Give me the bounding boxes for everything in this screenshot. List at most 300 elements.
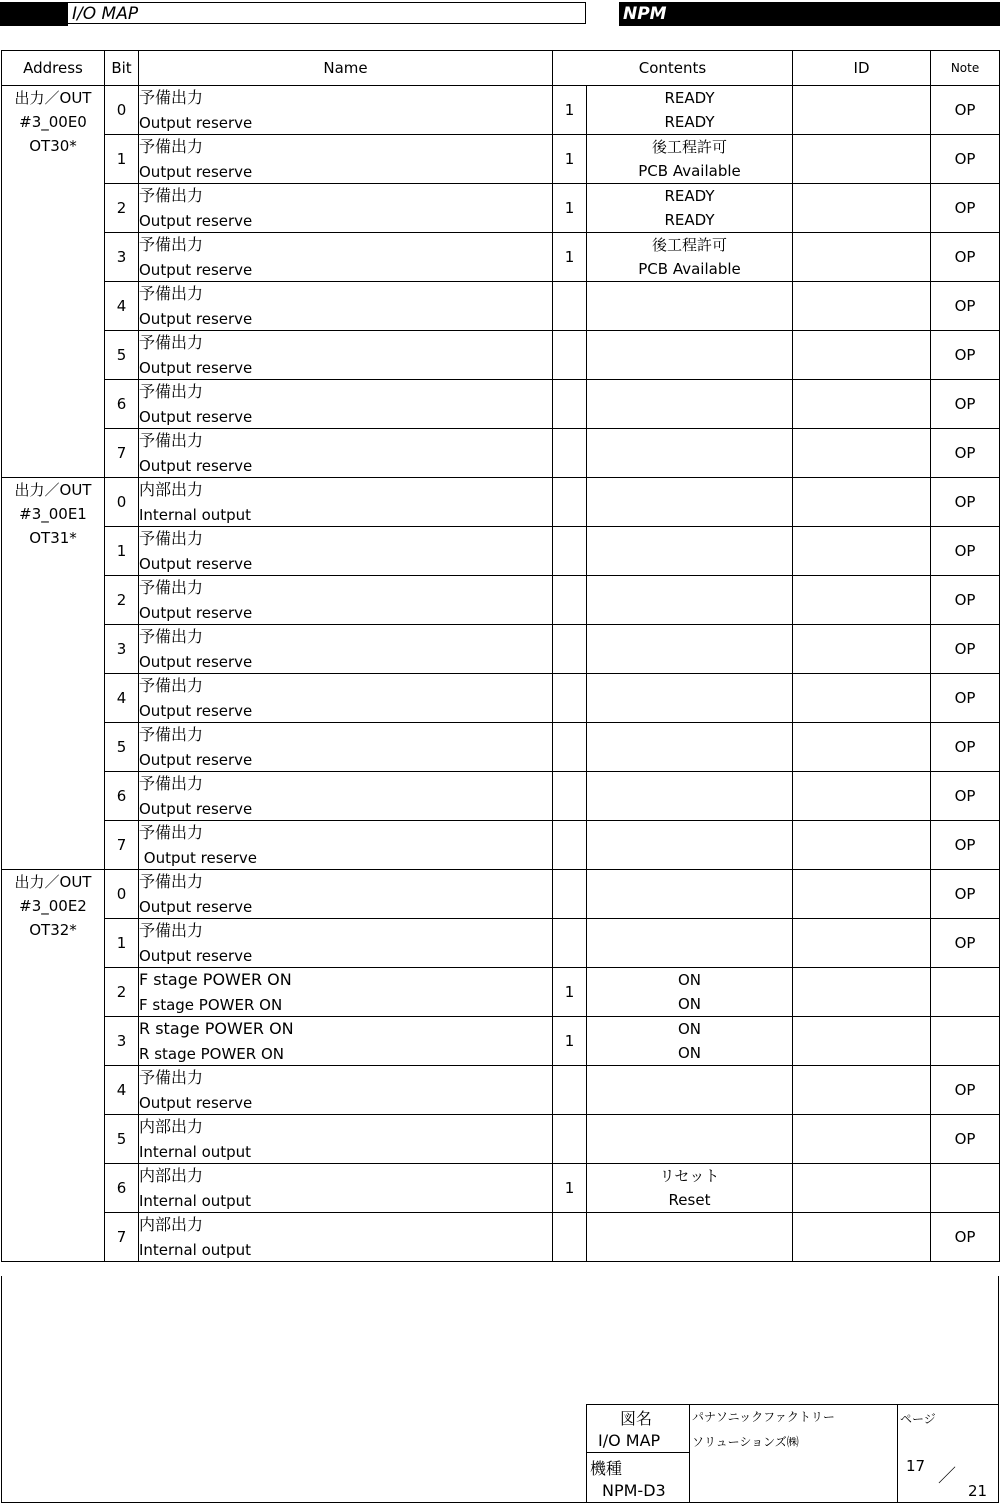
bit-cell: 3 xyxy=(105,1017,139,1066)
table-row xyxy=(2,478,1000,527)
table-row xyxy=(2,380,1000,429)
name-cell xyxy=(139,1164,553,1213)
bit-cell: 1 xyxy=(105,135,139,184)
contents-cell xyxy=(587,429,793,478)
name-cell xyxy=(139,919,553,968)
name-jp: F stage POWER ON xyxy=(139,970,292,989)
table-row xyxy=(2,1164,1000,1213)
table-row xyxy=(2,576,1000,625)
contents-cell xyxy=(587,135,793,184)
name-cell xyxy=(139,380,553,429)
contents-jp xyxy=(587,1066,792,1090)
name-en: Output reserve xyxy=(139,702,253,720)
note-cell: OP xyxy=(931,1213,1000,1262)
name-cell xyxy=(139,625,553,674)
bit-cell: 4 xyxy=(105,1066,139,1115)
name-en: Output reserve xyxy=(139,800,253,818)
contents-en xyxy=(587,453,792,477)
contents-jp xyxy=(587,380,792,404)
id-cell xyxy=(793,429,931,478)
contents-en xyxy=(587,600,792,624)
id-cell xyxy=(793,1017,931,1066)
table-row xyxy=(2,282,1000,331)
contents-cell xyxy=(587,527,793,576)
note-cell: OP xyxy=(931,772,1000,821)
contents-cell xyxy=(587,380,793,429)
note-cell: OP xyxy=(931,1115,1000,1164)
id-cell xyxy=(793,331,931,380)
col-bit: Bit xyxy=(105,51,139,86)
table-row xyxy=(2,1213,1000,1262)
bit-cell: 0 xyxy=(105,86,139,135)
bit-cell: 1 xyxy=(105,919,139,968)
contents-jp xyxy=(587,282,792,306)
contents-en xyxy=(587,698,792,722)
name-en: Internal output xyxy=(139,506,252,524)
contents-en: PCB Available xyxy=(638,162,741,180)
contents-jp xyxy=(587,1213,792,1237)
name-en: F stage POWER ON xyxy=(139,996,283,1014)
name-cell xyxy=(139,772,553,821)
contents-en xyxy=(587,845,792,869)
note-cell: OP xyxy=(931,919,1000,968)
contents-en xyxy=(587,1237,792,1261)
col-note: Note xyxy=(931,51,1000,86)
contents-cell xyxy=(587,723,793,772)
name-cell xyxy=(139,1017,553,1066)
note-cell: OP xyxy=(931,478,1000,527)
name-jp: 予備出力 xyxy=(139,725,204,744)
name-en: Output reserve xyxy=(139,849,258,867)
page-label: ページ xyxy=(900,1412,936,1426)
name-jp: 予備出力 xyxy=(139,382,204,401)
table-row xyxy=(2,184,1000,233)
value-cell xyxy=(553,625,587,674)
contents-cell xyxy=(587,772,793,821)
bit-cell: 7 xyxy=(105,1213,139,1262)
value-cell: 1 xyxy=(553,968,587,1017)
id-cell xyxy=(793,1115,931,1164)
bit-cell: 3 xyxy=(105,233,139,282)
name-cell xyxy=(139,968,553,1017)
name-cell xyxy=(139,282,553,331)
id-cell xyxy=(793,478,931,527)
id-cell xyxy=(793,282,931,331)
table-row xyxy=(2,1066,1000,1115)
id-cell xyxy=(793,870,931,919)
name-en: Internal output xyxy=(139,1192,252,1210)
contents-en xyxy=(587,649,792,673)
value-cell xyxy=(553,674,587,723)
table-row xyxy=(2,135,1000,184)
contents-en: ON xyxy=(677,1044,702,1062)
contents-en: READY xyxy=(664,113,715,131)
name-cell xyxy=(139,184,553,233)
name-en: Output reserve xyxy=(139,114,253,132)
name-jp: 予備出力 xyxy=(139,333,204,352)
table-row xyxy=(2,233,1000,282)
name-jp: 内部出力 xyxy=(139,1117,204,1136)
note-cell: OP xyxy=(931,576,1000,625)
name-jp: 予備出力 xyxy=(139,921,204,940)
address-line: #3_00E1 xyxy=(19,505,87,523)
contents-jp: 後工程許可 xyxy=(652,236,728,254)
bit-cell: 6 xyxy=(105,772,139,821)
name-cell xyxy=(139,86,553,135)
table-row xyxy=(2,870,1000,919)
contents-jp xyxy=(587,478,792,502)
value-cell: 1 xyxy=(553,135,587,184)
name-cell xyxy=(139,821,553,870)
value-cell xyxy=(553,1115,587,1164)
contents-jp xyxy=(587,1115,792,1139)
bit-cell: 6 xyxy=(105,1164,139,1213)
header-right-title: NPM xyxy=(619,2,1000,26)
id-cell xyxy=(793,86,931,135)
note-cell: OP xyxy=(931,233,1000,282)
bit-cell: 4 xyxy=(105,282,139,331)
id-cell xyxy=(793,625,931,674)
name-jp: 予備出力 xyxy=(139,872,204,891)
bit-cell: 3 xyxy=(105,625,139,674)
name-en: Output reserve xyxy=(139,947,253,965)
name-cell xyxy=(139,135,553,184)
address-line: OT32* xyxy=(29,921,77,939)
name-en: Output reserve xyxy=(139,1094,253,1112)
page-current: 17 xyxy=(906,1457,926,1475)
contents-cell xyxy=(587,870,793,919)
contents-jp xyxy=(587,625,792,649)
contents-cell xyxy=(587,282,793,331)
address-line: OT30* xyxy=(29,137,77,155)
name-en: Output reserve xyxy=(139,751,253,769)
contents-cell xyxy=(587,625,793,674)
table-row xyxy=(2,625,1000,674)
contents-jp xyxy=(587,870,792,894)
value-cell xyxy=(553,429,587,478)
address-cell xyxy=(2,478,105,870)
name-cell xyxy=(139,527,553,576)
note-cell: OP xyxy=(931,184,1000,233)
contents-cell xyxy=(587,478,793,527)
name-jp: 内部出力 xyxy=(139,1166,204,1185)
name-cell xyxy=(139,233,553,282)
name-jp: 予備出力 xyxy=(139,676,204,695)
page-separator: ／ xyxy=(938,1466,956,1487)
bit-cell: 7 xyxy=(105,821,139,870)
note-cell: OP xyxy=(931,870,1000,919)
contents-cell xyxy=(587,1017,793,1066)
name-jp: 予備出力 xyxy=(139,137,204,156)
name-en: Internal output xyxy=(139,1143,252,1161)
contents-jp xyxy=(587,576,792,600)
note-cell: OP xyxy=(931,723,1000,772)
value-cell xyxy=(553,919,587,968)
name-jp: 予備出力 xyxy=(139,1068,204,1087)
bit-cell: 4 xyxy=(105,674,139,723)
bit-cell: 0 xyxy=(105,870,139,919)
id-cell xyxy=(793,1066,931,1115)
table-row xyxy=(2,674,1000,723)
bit-cell: 2 xyxy=(105,184,139,233)
contents-cell xyxy=(587,1213,793,1262)
contents-en: READY xyxy=(664,211,715,229)
contents-cell xyxy=(587,184,793,233)
bit-cell: 0 xyxy=(105,478,139,527)
contents-jp: ON xyxy=(677,1020,702,1038)
table-row xyxy=(2,723,1000,772)
note-cell: OP xyxy=(931,331,1000,380)
id-cell xyxy=(793,380,931,429)
contents-en xyxy=(587,404,792,428)
table-row xyxy=(2,429,1000,478)
table-row xyxy=(2,527,1000,576)
table-body xyxy=(2,86,1000,1262)
col-name: Name xyxy=(139,51,553,86)
name-jp: 予備出力 xyxy=(139,186,204,205)
name-cell xyxy=(139,1213,553,1262)
name-en: Output reserve xyxy=(139,212,253,230)
name-en: Internal output xyxy=(139,1241,252,1259)
contents-jp: READY xyxy=(664,187,715,205)
address-line: 出力／OUT xyxy=(14,481,92,499)
bit-cell: 2 xyxy=(105,576,139,625)
address-line: #3_00E2 xyxy=(19,897,87,915)
io-map-table xyxy=(1,50,1000,1262)
contents-en xyxy=(587,747,792,771)
name-jp: 予備出力 xyxy=(139,431,204,450)
address-line: #3_00E0 xyxy=(19,113,87,131)
col-id: ID xyxy=(793,51,931,86)
name-en: R stage POWER ON xyxy=(139,1045,284,1063)
id-cell xyxy=(793,184,931,233)
id-cell xyxy=(793,135,931,184)
name-jp: 予備出力 xyxy=(139,823,204,842)
col-contents: Contents xyxy=(553,51,793,86)
bit-cell: 7 xyxy=(105,429,139,478)
name-jp: 予備出力 xyxy=(139,88,204,107)
contents-cell xyxy=(587,233,793,282)
name-en: Output reserve xyxy=(139,898,253,916)
contents-jp xyxy=(587,429,792,453)
contents-en xyxy=(587,551,792,575)
note-cell: OP xyxy=(931,821,1000,870)
value-cell xyxy=(553,576,587,625)
table-row xyxy=(2,772,1000,821)
address-line: 出力／OUT xyxy=(14,873,92,891)
note-cell xyxy=(931,1017,1000,1066)
note-cell: OP xyxy=(931,674,1000,723)
contents-en xyxy=(587,796,792,820)
page-total: 21 xyxy=(968,1482,988,1500)
contents-jp xyxy=(587,919,792,943)
name-jp: 内部出力 xyxy=(139,480,204,499)
contents-en xyxy=(587,306,792,330)
name-en: Output reserve xyxy=(139,261,253,279)
contents-jp xyxy=(587,772,792,796)
contents-cell xyxy=(587,576,793,625)
name-cell xyxy=(139,331,553,380)
value-cell xyxy=(553,282,587,331)
value-cell: 1 xyxy=(553,1017,587,1066)
contents-jp: リセット xyxy=(659,1167,720,1185)
value-cell xyxy=(553,772,587,821)
contents-jp: ON xyxy=(677,971,702,989)
name-cell xyxy=(139,429,553,478)
address-cell xyxy=(2,870,105,1262)
note-cell: OP xyxy=(931,380,1000,429)
note-cell: OP xyxy=(931,1066,1000,1115)
header-left xyxy=(0,2,586,26)
contents-jp xyxy=(587,527,792,551)
bit-cell: 5 xyxy=(105,723,139,772)
value-cell xyxy=(553,1066,587,1115)
contents-jp xyxy=(587,821,792,845)
name-jp: 予備出力 xyxy=(139,627,204,646)
value-cell xyxy=(553,723,587,772)
name-en: Output reserve xyxy=(139,408,253,426)
contents-cell xyxy=(587,1066,793,1115)
contents-en: Reset xyxy=(668,1191,711,1209)
contents-en xyxy=(587,1090,792,1114)
table-row xyxy=(2,1017,1000,1066)
table-row xyxy=(2,1115,1000,1164)
contents-en xyxy=(587,1139,792,1163)
bit-cell: 5 xyxy=(105,1115,139,1164)
contents-cell xyxy=(587,674,793,723)
contents-jp xyxy=(587,723,792,747)
contents-jp xyxy=(587,331,792,355)
name-en: Output reserve xyxy=(139,310,253,328)
company-line1: パナソニックファクトリー xyxy=(692,1410,835,1424)
id-cell xyxy=(793,723,931,772)
note-cell xyxy=(931,968,1000,1017)
contents-cell xyxy=(587,968,793,1017)
note-cell: OP xyxy=(931,527,1000,576)
value-cell xyxy=(553,331,587,380)
value-cell xyxy=(553,527,587,576)
model-label: 機種 xyxy=(590,1459,623,1478)
value-cell xyxy=(553,870,587,919)
note-cell: OP xyxy=(931,429,1000,478)
value-cell xyxy=(553,821,587,870)
contents-en xyxy=(587,894,792,918)
bit-cell: 6 xyxy=(105,380,139,429)
id-cell xyxy=(793,821,931,870)
contents-en: PCB Available xyxy=(638,260,741,278)
table-row xyxy=(2,919,1000,968)
name-jp: 予備出力 xyxy=(139,284,204,303)
id-cell xyxy=(793,674,931,723)
id-cell xyxy=(793,1164,931,1213)
contents-en xyxy=(587,943,792,967)
name-en: Output reserve xyxy=(139,555,253,573)
contents-cell xyxy=(587,821,793,870)
name-cell xyxy=(139,723,553,772)
name-cell xyxy=(139,870,553,919)
value-cell: 1 xyxy=(553,1164,587,1213)
note-cell: OP xyxy=(931,625,1000,674)
name-cell xyxy=(139,478,553,527)
contents-cell xyxy=(587,1164,793,1213)
note-cell: OP xyxy=(931,282,1000,331)
table-row xyxy=(2,821,1000,870)
contents-en xyxy=(587,502,792,526)
id-cell xyxy=(793,1213,931,1262)
value-cell: 1 xyxy=(553,86,587,135)
title-block xyxy=(586,1404,999,1503)
value-cell: 1 xyxy=(553,184,587,233)
note-cell: OP xyxy=(931,86,1000,135)
name-jp: 予備出力 xyxy=(139,235,204,254)
header-left-black-block xyxy=(0,2,68,26)
contents-en xyxy=(587,355,792,379)
name-cell xyxy=(139,1115,553,1164)
name-en: Output reserve xyxy=(139,163,253,181)
header-left-title: I/O MAP xyxy=(68,2,586,24)
bit-cell: 2 xyxy=(105,968,139,1017)
value-cell xyxy=(553,478,587,527)
note-cell xyxy=(931,1164,1000,1213)
id-cell xyxy=(793,968,931,1017)
id-cell xyxy=(793,772,931,821)
table-row xyxy=(2,331,1000,380)
contents-jp: READY xyxy=(664,89,715,107)
name-jp: R stage POWER ON xyxy=(139,1019,294,1038)
drawing-name-label: 図名 xyxy=(620,1409,653,1428)
address-line: 出力／OUT xyxy=(14,89,92,107)
col-address: Address xyxy=(2,51,105,86)
contents-en: ON xyxy=(677,995,702,1013)
note-cell: OP xyxy=(931,135,1000,184)
name-en: Output reserve xyxy=(139,359,253,377)
contents-cell xyxy=(587,1115,793,1164)
name-jp: 予備出力 xyxy=(139,529,204,548)
company-line2: ソリューションズ㈱ xyxy=(692,1435,799,1449)
contents-jp: 後工程許可 xyxy=(652,138,728,156)
drawing-name: I/O MAP xyxy=(598,1431,661,1450)
model: NPM-D3 xyxy=(602,1481,666,1500)
bit-cell: 1 xyxy=(105,527,139,576)
id-cell xyxy=(793,527,931,576)
name-cell xyxy=(139,674,553,723)
name-cell xyxy=(139,576,553,625)
address-line: OT31* xyxy=(29,529,77,547)
name-en: Output reserve xyxy=(139,653,253,671)
contents-jp xyxy=(587,674,792,698)
id-cell xyxy=(793,919,931,968)
contents-cell xyxy=(587,919,793,968)
address-cell xyxy=(2,86,105,478)
name-en: Output reserve xyxy=(139,457,253,475)
table-row xyxy=(2,968,1000,1017)
id-cell xyxy=(793,576,931,625)
name-jp: 予備出力 xyxy=(139,578,204,597)
name-jp: 予備出力 xyxy=(139,774,204,793)
name-cell xyxy=(139,1066,553,1115)
id-cell xyxy=(793,233,931,282)
bit-cell: 5 xyxy=(105,331,139,380)
table-header-row xyxy=(2,51,1000,86)
contents-cell xyxy=(587,86,793,135)
name-en: Output reserve xyxy=(139,604,253,622)
value-cell: 1 xyxy=(553,233,587,282)
value-cell xyxy=(553,1213,587,1262)
contents-cell xyxy=(587,331,793,380)
value-cell xyxy=(553,380,587,429)
table-row xyxy=(2,86,1000,135)
name-jp: 内部出力 xyxy=(139,1215,204,1234)
